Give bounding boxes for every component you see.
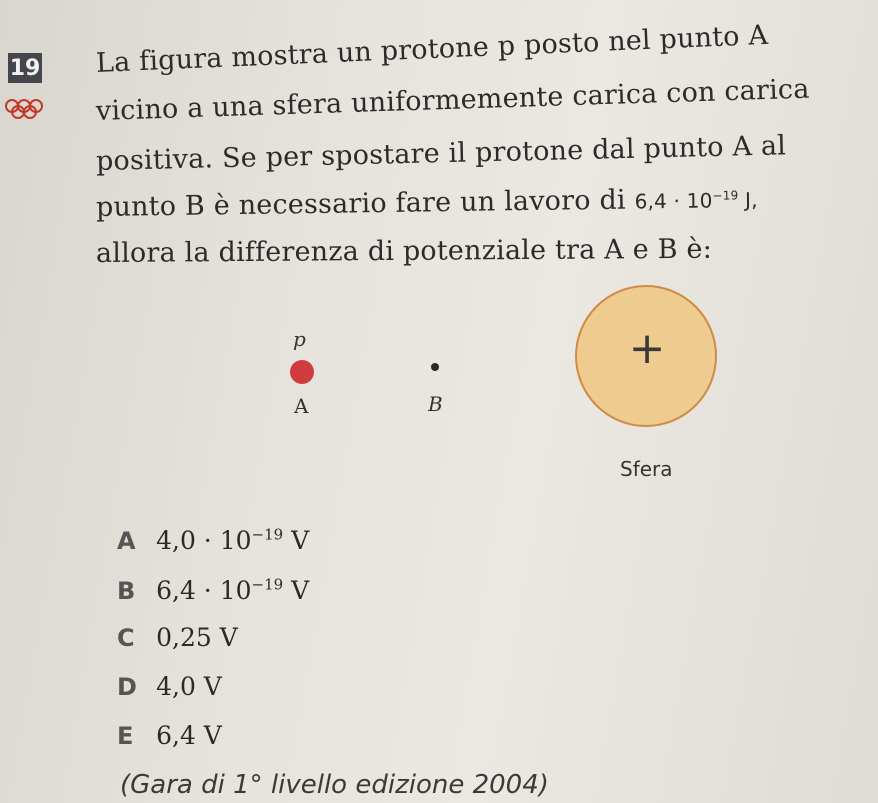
option-letter: E [117,722,134,750]
option-value: $4,0 \cdot 10^{-19}$ V [156,526,310,556]
point-a-label: A [294,394,309,418]
option-b [117,576,309,612]
question-line-3: positiva. Se per spostare il protone dal punto A al [95,130,787,177]
option-letter: A [117,527,136,556]
option-value: $6,4 \cdot 10^{-19}$ V [156,576,310,606]
exercise-number-badge: 19 [8,53,42,83]
option-c [117,623,238,659]
sphere-label: Sfera [620,457,673,481]
work-exponent: −19 [712,188,739,203]
option-value: 0,25 V [156,623,238,652]
option-value: 6,4 V [156,721,222,750]
option-value: 4,0 V [156,672,222,701]
option-letter: B [117,577,136,606]
option-letter: D [117,673,137,701]
olympic-rings-icon [4,97,44,121]
sphere-plus-sign: + [628,323,666,374]
question-line-1: La figura mostra un protone p posto nel punto A [95,19,769,79]
option-a [117,526,309,562]
point-b-dot [431,363,439,371]
option-d [117,672,222,708]
source-citation: (Gara di 1° livello edizione 2004) [120,770,549,800]
option-e [117,721,222,757]
work-value [634,188,757,214]
question-line-5: allora la differenza di potenziale tra A e B è: [95,233,713,269]
point-b-label: B [428,392,443,416]
proton-label: p [293,327,306,351]
question-line-2: vicino a una sfera uniformemente carica con carica [95,73,810,127]
work-mantissa: 6,4 · 10 [634,188,713,214]
question-line-4 [96,183,758,223]
proton-dot [290,360,314,384]
question-line-4-text: punto B è necessario fare un lavoro di [95,184,626,223]
work-unit: J, [738,187,758,213]
option-letter: C [117,624,135,652]
